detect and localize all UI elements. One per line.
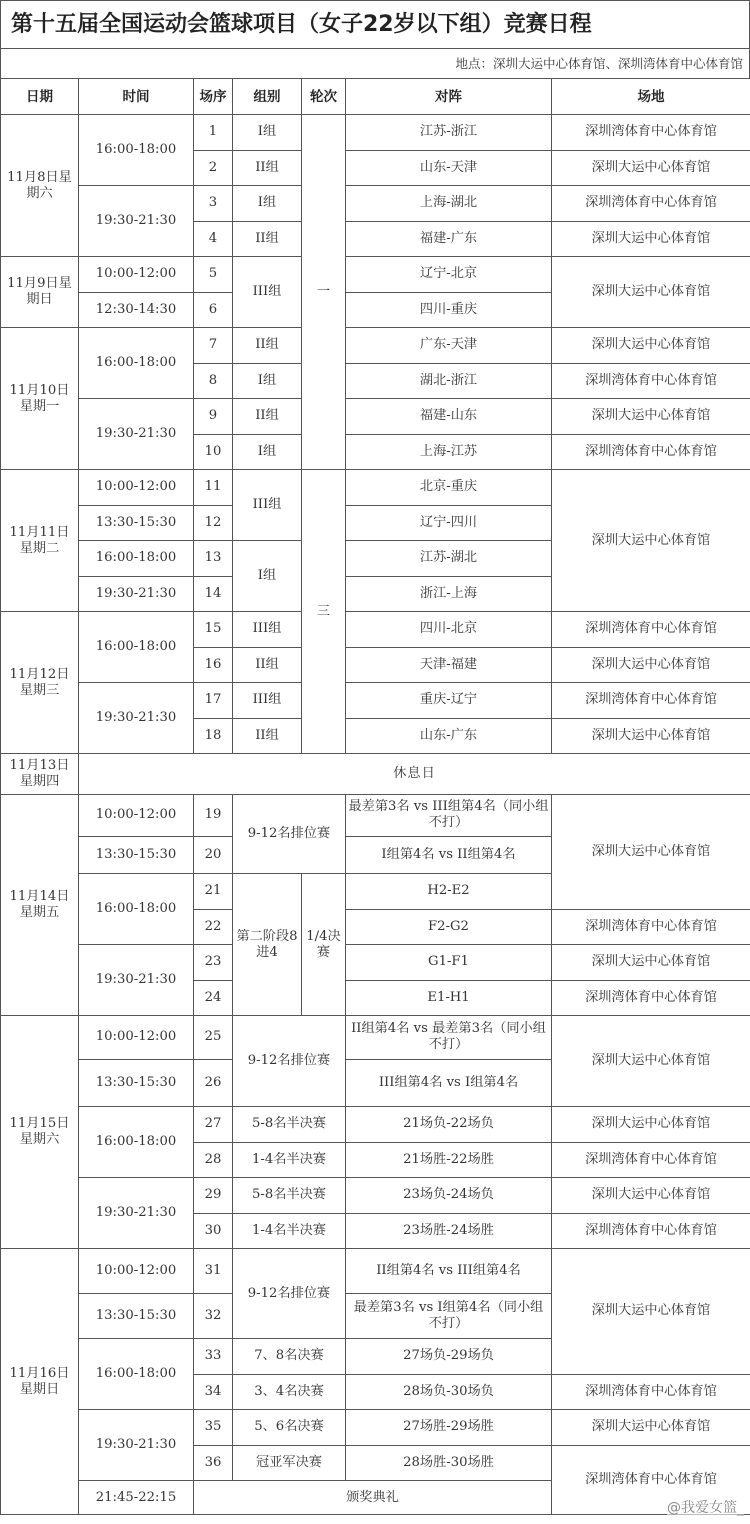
group-cell: II组 <box>233 150 302 186</box>
venue-cell: 深圳湾体育中心体育馆 <box>552 115 750 151</box>
table-row <box>1 1107 750 1143</box>
match-no-cell: 33 <box>194 1339 233 1375</box>
header-row <box>1 79 750 115</box>
match-no-cell: 4 <box>194 221 233 257</box>
matchup-cell: 最差第3名 vs I组第4名（同小组不打） <box>346 1294 552 1339</box>
table-row <box>1 945 750 981</box>
match-no-cell: 12 <box>194 505 233 541</box>
match-no-cell: 21 <box>194 874 233 910</box>
match-no-cell: 27 <box>194 1107 233 1143</box>
time-cell: 19:30-21:30 <box>79 683 194 754</box>
match-no-cell: 3 <box>194 186 233 222</box>
matchup-cell: 28场负-30场负 <box>346 1374 552 1410</box>
table-row <box>1 399 750 435</box>
time-cell: 12:30-14:30 <box>79 292 194 328</box>
table-row <box>1 186 750 222</box>
header-round: 轮次 <box>302 79 346 115</box>
table-row <box>1 754 750 795</box>
matchup-cell: 27场负-29场负 <box>346 1339 552 1375</box>
venue-cell: 深圳大运中心体育馆 <box>552 1410 750 1446</box>
date-cell: 11月9日星期日 <box>1 257 79 328</box>
time-cell: 19:30-21:30 <box>79 576 194 612</box>
match-no-cell: 1 <box>194 115 233 151</box>
venue-cell: 深圳大运中心体育馆 <box>552 795 750 910</box>
date-cell: 11月15日星期六 <box>1 1016 79 1249</box>
matchup-cell: I组第4名 vs II组第4名 <box>346 836 552 874</box>
header-date: 日期 <box>1 79 79 115</box>
time-cell: 21:45-22:15 <box>79 1481 194 1515</box>
time-cell: 13:30-15:30 <box>79 1059 194 1107</box>
time-cell: 19:30-21:30 <box>79 399 194 470</box>
group-cell: III组 <box>233 683 302 719</box>
table-row <box>1 1016 750 1060</box>
date-cell: 11月12日星期三 <box>1 612 79 754</box>
time-cell: 10:00-12:00 <box>79 1016 194 1060</box>
match-no-cell: 32 <box>194 1294 233 1339</box>
time-cell: 10:00-12:00 <box>79 257 194 293</box>
venue-cell: 深圳湾体育中心体育馆 <box>552 186 750 222</box>
time-cell: 16:00-18:00 <box>79 541 194 577</box>
match-no-cell: 17 <box>194 683 233 719</box>
matchup-cell: 27场胜-29场胜 <box>346 1410 552 1446</box>
group-cell: 5-8名半决赛 <box>233 1178 346 1214</box>
group-cell: I组 <box>233 363 302 399</box>
match-no-cell: 18 <box>194 718 233 754</box>
header-venue: 场地 <box>552 79 750 115</box>
matchup-cell: 21场胜-22场胜 <box>346 1142 552 1178</box>
match-no-cell: 20 <box>194 836 233 874</box>
time-cell: 16:00-18:00 <box>79 874 194 945</box>
table-row <box>1 1410 750 1446</box>
time-cell: 19:30-21:30 <box>79 945 194 1016</box>
venue-cell: 深圳大运中心体育馆 <box>552 945 750 981</box>
matchup-cell: 北京-重庆 <box>346 470 552 506</box>
matchup-cell: H2-E2 <box>346 874 552 910</box>
time-cell: 10:00-12:00 <box>79 470 194 506</box>
group-cell: II组 <box>233 647 302 683</box>
matchup-cell: 辽宁-北京 <box>346 257 552 293</box>
matchup-cell: III组第4名 vs I组第4名 <box>346 1059 552 1107</box>
group-cell: II组 <box>233 399 302 435</box>
venue-cell: 深圳湾体育中心体育馆 <box>552 1445 750 1515</box>
matchup-cell: 23场负-24场负 <box>346 1178 552 1214</box>
venue-cell: 深圳大运中心体育馆 <box>552 328 750 364</box>
match-no-cell: 35 <box>194 1410 233 1446</box>
matchup-cell: 江苏-湖北 <box>346 541 552 577</box>
match-no-cell: 30 <box>194 1213 233 1249</box>
venue-cell: 深圳大运中心体育馆 <box>552 1249 750 1375</box>
table-row <box>1 795 750 837</box>
matchup-cell: 上海-江苏 <box>346 434 552 470</box>
matchup-cell: 四川-重庆 <box>346 292 552 328</box>
time-cell: 16:00-18:00 <box>79 115 194 186</box>
group-cell: II组 <box>233 221 302 257</box>
matchup-cell: 湖北-浙江 <box>346 363 552 399</box>
matchup-cell: 天津-福建 <box>346 647 552 683</box>
matchup-cell: E1-H1 <box>346 980 552 1016</box>
page-title: 第十五届全国运动会篮球项目（女子22岁以下组）竞赛日程 <box>0 0 750 48</box>
matchup-cell: 最差第3名 vs III组第4名（同小组不打） <box>346 795 552 837</box>
matchup-cell: 重庆-辽宁 <box>346 683 552 719</box>
venue-cell: 深圳大运中心体育馆 <box>552 470 750 612</box>
group-cell: 9-12名排位赛 <box>233 1016 346 1107</box>
date-cell: 11月11日星期二 <box>1 470 79 612</box>
matchup-cell: II组第4名 vs III组第4名 <box>346 1249 552 1294</box>
match-no-cell: 23 <box>194 945 233 981</box>
table-row <box>1 115 750 151</box>
round-cell: 1/4决赛 <box>302 874 346 1016</box>
match-no-cell: 16 <box>194 647 233 683</box>
group-cell: II组 <box>233 328 302 364</box>
group-cell: II组 <box>233 718 302 754</box>
match-no-cell: 25 <box>194 1016 233 1060</box>
venue-cell: 深圳湾体育中心体育馆 <box>552 1374 750 1410</box>
group-cell: 1-4名半决赛 <box>233 1213 346 1249</box>
match-no-cell: 10 <box>194 434 233 470</box>
time-cell: 16:00-18:00 <box>79 1107 194 1178</box>
header-time: 时间 <box>79 79 194 115</box>
group-cell: 冠亚军决赛 <box>233 1445 346 1481</box>
header-matchup: 对阵 <box>346 79 552 115</box>
matchup-cell: F2-G2 <box>346 909 552 945</box>
table-row <box>1 1178 750 1214</box>
matchup-cell: II组第4名 vs 最差第3名（同小组不打） <box>346 1016 552 1060</box>
venue-cell: 深圳大运中心体育馆 <box>552 1016 750 1107</box>
schedule-table <box>0 78 750 1515</box>
venue-cell: 深圳湾体育中心体育馆 <box>552 683 750 719</box>
header-group: 组别 <box>233 79 302 115</box>
group-cell: 第二阶段8进4 <box>233 874 302 1016</box>
time-cell: 10:00-12:00 <box>79 795 194 837</box>
match-no-cell: 5 <box>194 257 233 293</box>
match-no-cell: 28 <box>194 1142 233 1178</box>
table-row <box>1 257 750 293</box>
date-cell: 11月14日星期五 <box>1 795 79 1016</box>
group-cell: III组 <box>233 612 302 648</box>
date-cell: 11月8日星期六 <box>1 115 79 257</box>
venue-line: 地点：深圳大运中心体育馆、深圳湾体育中心体育馆 <box>0 48 750 78</box>
matchup-cell: 28场胜-30场胜 <box>346 1445 552 1481</box>
match-no-cell: 19 <box>194 795 233 837</box>
match-no-cell: 7 <box>194 328 233 364</box>
watermark: @我爱女篮_ <box>667 1497 744 1517</box>
matchup-cell: 上海-湖北 <box>346 186 552 222</box>
time-cell: 13:30-15:30 <box>79 505 194 541</box>
time-cell: 10:00-12:00 <box>79 1249 194 1294</box>
venue-cell: 深圳大运中心体育馆 <box>552 150 750 186</box>
group-cell: III组 <box>233 470 302 541</box>
table-row <box>1 470 750 506</box>
time-cell: 19:30-21:30 <box>79 186 194 257</box>
match-no-cell: 26 <box>194 1059 233 1107</box>
group-cell: 7、8名决赛 <box>233 1339 346 1375</box>
group-cell: 5、6名决赛 <box>233 1410 346 1446</box>
time-cell: 13:30-15:30 <box>79 1294 194 1339</box>
time-cell: 19:30-21:30 <box>79 1410 194 1481</box>
group-cell: I组 <box>233 115 302 151</box>
time-cell: 19:30-21:30 <box>79 1178 194 1249</box>
ceremony-cell: 颁奖典礼 <box>194 1481 552 1515</box>
venue-cell: 深圳大运中心体育馆 <box>552 257 750 328</box>
venue-cell: 深圳大运中心体育馆 <box>552 1178 750 1214</box>
rest-day-cell: 休息日 <box>79 754 750 795</box>
match-no-cell: 14 <box>194 576 233 612</box>
match-no-cell: 24 <box>194 980 233 1016</box>
venue-cell: 深圳湾体育中心体育馆 <box>552 434 750 470</box>
venue-cell: 深圳湾体育中心体育馆 <box>552 1213 750 1249</box>
venue-cell: 深圳大运中心体育馆 <box>552 647 750 683</box>
table-row <box>1 1249 750 1294</box>
matchup-cell: 山东-广东 <box>346 718 552 754</box>
venue-cell: 深圳大运中心体育馆 <box>552 718 750 754</box>
match-no-cell: 9 <box>194 399 233 435</box>
round-cell: 三 <box>302 470 346 754</box>
matchup-cell: 浙江-上海 <box>346 576 552 612</box>
venue-cell: 深圳大运中心体育馆 <box>552 399 750 435</box>
table-row <box>1 612 750 648</box>
matchup-cell: 23场胜-24场胜 <box>346 1213 552 1249</box>
match-no-cell: 31 <box>194 1249 233 1294</box>
time-cell: 16:00-18:00 <box>79 612 194 683</box>
date-cell: 11月10日星期一 <box>1 328 79 470</box>
venue-cell: 深圳湾体育中心体育馆 <box>552 363 750 399</box>
match-no-cell: 29 <box>194 1178 233 1214</box>
time-cell: 13:30-15:30 <box>79 836 194 874</box>
group-cell: I组 <box>233 541 302 612</box>
match-no-cell: 8 <box>194 363 233 399</box>
group-cell: 9-12名排位赛 <box>233 795 346 874</box>
table-row <box>1 328 750 364</box>
time-cell: 16:00-18:00 <box>79 1339 194 1410</box>
matchup-cell: G1-F1 <box>346 945 552 981</box>
matchup-cell: 21场负-22场负 <box>346 1107 552 1143</box>
group-cell: 1-4名半决赛 <box>233 1142 346 1178</box>
match-no-cell: 34 <box>194 1374 233 1410</box>
header-match-no: 场序 <box>194 79 233 115</box>
date-cell: 11月16日星期日 <box>1 1249 79 1515</box>
match-no-cell: 13 <box>194 541 233 577</box>
group-cell: 3、4名决赛 <box>233 1374 346 1410</box>
venue-cell: 深圳湾体育中心体育馆 <box>552 909 750 945</box>
matchup-cell: 福建-广东 <box>346 221 552 257</box>
match-no-cell: 36 <box>194 1445 233 1481</box>
matchup-cell: 辽宁-四川 <box>346 505 552 541</box>
match-no-cell: 11 <box>194 470 233 506</box>
group-cell: 5-8名半决赛 <box>233 1107 346 1143</box>
matchup-cell: 四川-北京 <box>346 612 552 648</box>
match-no-cell: 2 <box>194 150 233 186</box>
matchup-cell: 福建-山东 <box>346 399 552 435</box>
matchup-cell: 江苏-浙江 <box>346 115 552 151</box>
group-cell: 9-12名排位赛 <box>233 1249 346 1339</box>
date-cell: 11月13日星期四 <box>1 754 79 795</box>
round-cell: 一 <box>302 115 346 470</box>
time-cell: 16:00-18:00 <box>79 328 194 399</box>
venue-cell: 深圳大运中心体育馆 <box>552 1107 750 1143</box>
group-cell: I组 <box>233 186 302 222</box>
matchup-cell: 山东-天津 <box>346 150 552 186</box>
match-no-cell: 15 <box>194 612 233 648</box>
group-cell: III组 <box>233 257 302 328</box>
matchup-cell: 广东-天津 <box>346 328 552 364</box>
venue-cell: 深圳大运中心体育馆 <box>552 221 750 257</box>
venue-cell: 深圳湾体育中心体育馆 <box>552 980 750 1016</box>
match-no-cell: 6 <box>194 292 233 328</box>
venue-cell: 深圳湾体育中心体育馆 <box>552 612 750 648</box>
venue-cell: 深圳湾体育中心体育馆 <box>552 1142 750 1178</box>
table-row <box>1 683 750 719</box>
group-cell: I组 <box>233 434 302 470</box>
match-no-cell: 22 <box>194 909 233 945</box>
